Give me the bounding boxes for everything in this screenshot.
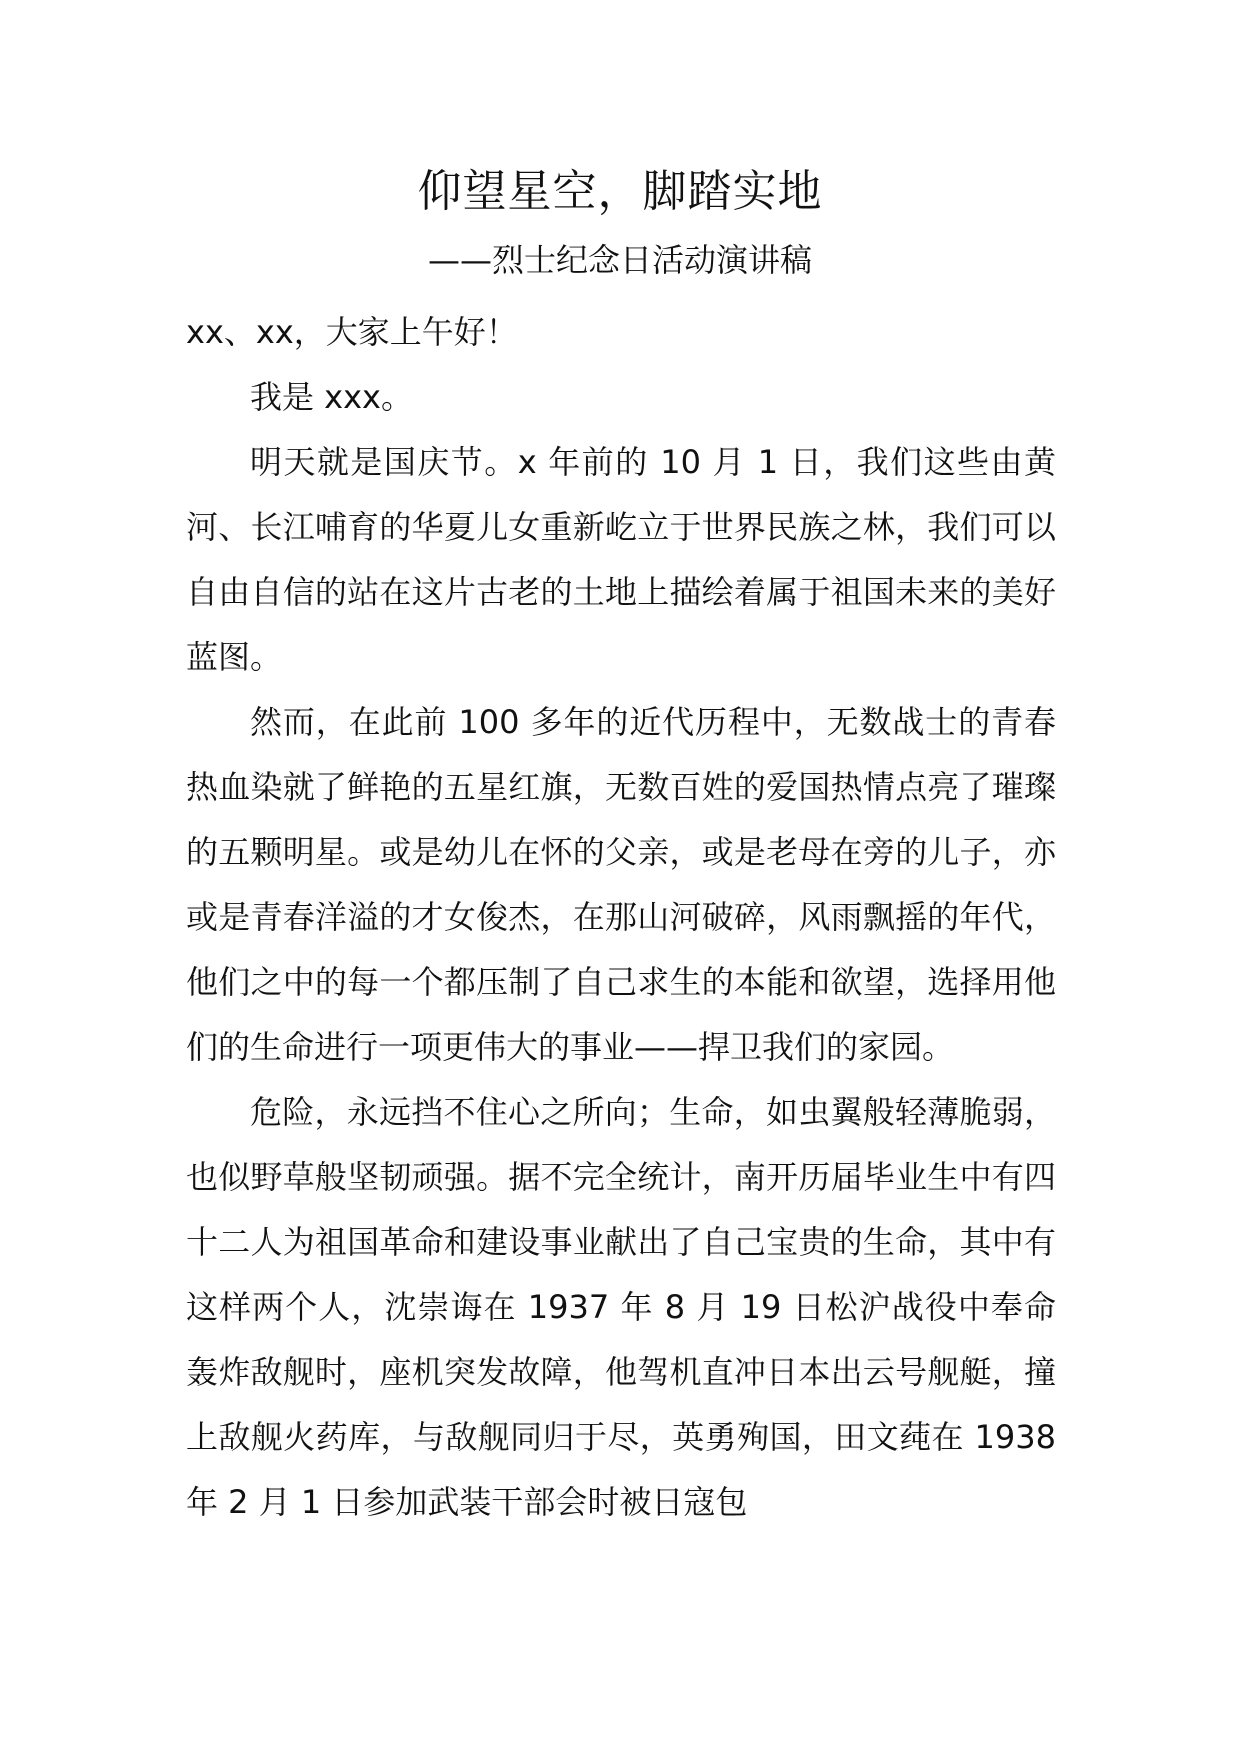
paragraph: 我是 xxx。 [250,378,413,416]
paragraph: 然而，在此前 100 多年的近代历程中，无数战士的青春热血染就了鲜艳的五星红旗，无数百姓的爱国热情点亮了璀璨的五颗明星。或是幼儿在怀的父亲，或是老母在旁的儿子，亦或是青春洋溢的才女俊杰，在那山河破碎，风雨飘摇的年代，他们之中的每一个都压制了自己求生的本能和欲望，选择用他们的生命进行一项更伟大的事业——捍卫我们的家园。 [186,703,1056,1066]
salutation: xx、xx，大家上午好！ [186,313,518,351]
document-title: 仰望星空，脚踏实地 [417,166,823,217]
paragraph: 危险，永远挡不住心之所向；生命，如虫翼般轻薄脆弱，也似野草般坚韧顽强。据不完全统计，南开历届毕业生中有四十二人为祖国革命和建设事业献出了自己宝贵的生命，其中有这样两个人，沈崇诲在 1937 年 8 月 19 日松沪战役中奉命轰炸敌舰时，座机突发故障，他驾机直冲日本出云号舰艇，撞上敌舰火药库，与敌舰同归于尽，英勇殉国，田文莼在 1938 年 2 月 1 日参加武装干部会时被日寇包 [186,1093,1056,1521]
document-body [186,300,1056,1535]
document-subtitle: ——烈士纪念日活动演讲稿 [427,241,812,279]
paragraph: 明天就是国庆节。x 年前的 10 月 1 日，我们这些由黄河、长江哺育的华夏儿女重新屹立于世界民族之林，我们可以自由自信的站在这片古老的土地上描绘着属于祖国未来的美好蓝图。 [186,443,1056,676]
